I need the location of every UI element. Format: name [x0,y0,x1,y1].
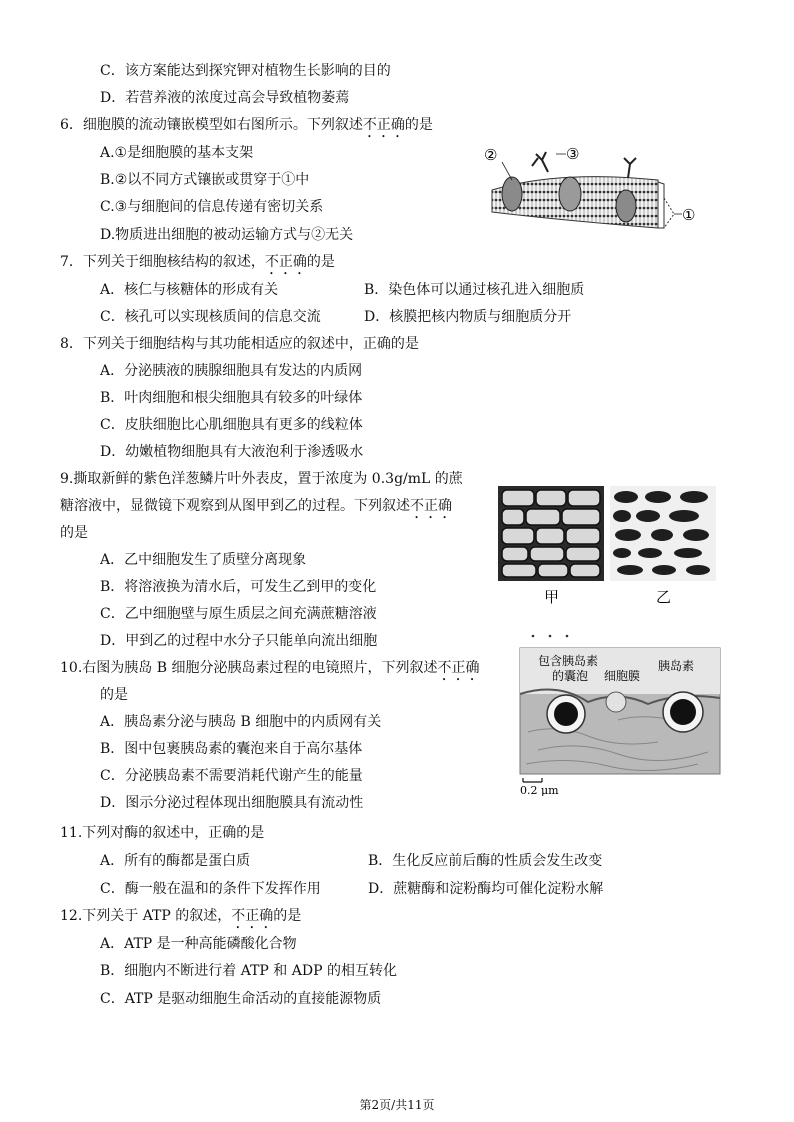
q12-option-c: C．ATP 是驱动细胞生命活动的直接能源物质 [100,991,382,1007]
q11-option-b: B．生化反应前后酶的性质会发生改变 [368,853,603,869]
q9-stem-line3: 的是 [60,525,88,541]
protein [559,177,581,211]
scale-bar-label: 0.2 μm [520,784,559,796]
q11-option-a: A．所有的酶都是蛋白质 [100,853,251,869]
q7-option-a: A．核仁与核糖体的形成有关 [100,282,279,298]
q6-option-d: D.物质进出细胞的被动运输方式与②无关 [100,227,354,243]
q9-option-c: C．乙中细胞壁与原生质层之间充满蔗糖溶液 [100,606,377,622]
fig-label-2: ② [484,146,498,164]
protein-2 [502,177,522,211]
q7-option-c: C．核孔可以实现核质间的信息交流 [100,309,321,325]
membrane-model-figure [478,142,708,238]
q6-stem: 6．细胞膜的流动镶嵌模型如右图所示。下列叙述不正确的是 [60,117,433,133]
q12-option-b: B．细胞内不断进行着 ATP 和 ADP 的相互转化 [100,963,397,979]
q12-stem: 12.下列关于 ATP 的叙述，不正确的是 [60,908,302,924]
protein [616,190,636,222]
q5-option-d: D．若营养液的浓度过高会导致植物萎蔫 [100,90,350,106]
q6-option-a: A.①是细胞膜的基本支架 [100,145,254,161]
q10-option-c: C．分泌胰岛素不需要消耗代谢产生的能量 [100,768,363,784]
fig-label-vesicle-1: 包含胰岛素 [538,654,599,668]
q8-option-c: C．皮肤细胞比心肌细胞具有更多的线粒体 [100,417,363,433]
q9-option-a: A．乙中细胞发生了质壁分离现象 [100,552,307,568]
onion-cells-figure [498,486,718,606]
q9-stem-line2: 糖溶液中，显微镜下观察到从图甲到乙的过程。下列叙述不正确 [60,498,452,514]
q5-option-c: C．该方案能达到探究钾对植物生长影响的目的 [100,63,391,79]
q10-option-d: D．图示分泌过程体现出细胞膜具有流动性 [100,795,364,811]
q8-stem: 8．下列关于细胞结构与其功能相适应的叙述中，正确的是 [60,336,419,352]
q7-option-d: D．核膜把核内物质与细胞质分开 [364,309,572,325]
fig-label-yi: 乙 [656,588,672,606]
q9-option-d: D．甲到乙的过程中水分子只能单向流出细胞 [100,633,378,649]
fig-label-vesicle-2: 的囊泡 [552,669,589,683]
q10-option-b: B．图中包裹胰岛素的囊泡来自于高尔基体 [100,741,363,757]
q7-stem: 7．下列关于细胞核结构的叙述，不正确的是 [60,254,335,270]
q8-option-a: A．分泌胰液的胰腺细胞具有发达的内质网 [100,363,363,379]
fig-label-3: ③ [566,145,580,163]
q11-option-c: C．酶一般在温和的条件下发挥作用 [100,881,321,897]
q9-stem-line1: 9.撕取新鲜的紫色洋葱鳞片叶外表皮，置于浓度为 0.3g/mL 的蔗 [60,471,463,487]
page-number: 第2页/共11页 [359,1098,435,1112]
fig-label-membrane: 细胞膜 [604,669,641,683]
q8-option-b: B．叶肉细胞和根尖细胞具有较多的叶绿体 [100,390,363,406]
fig-label-insulin: 胰岛素 [658,659,695,673]
q8-option-d: D．幼嫩植物细胞具有大液泡利于渗透吸水 [100,444,364,460]
insulin-em-figure [518,632,724,796]
q10-stem-line2: 的是 [100,687,128,703]
glycoprotein-3 [532,152,548,172]
q6-option-c: C.③与细胞间的信息传递有密切关系 [100,199,324,215]
fig-label-1: ① [682,206,696,224]
q9-option-b: B．将溶液换为清水后，可发生乙到甲的变化 [100,579,377,595]
q10-stem-line1: 10.右图为胰岛 B 细胞分泌胰岛素过程的电镜照片，下列叙述不正确 [60,660,480,676]
fig-label-jia: 甲 [544,588,560,606]
q12-option-a: A．ATP 是一种高能磷酸化合物 [100,936,297,952]
q7-option-b: B．染色体可以通过核孔进入细胞质 [364,282,585,298]
q10-option-a: A．胰岛素分泌与胰岛 B 细胞中的内质网有关 [100,714,382,730]
q11-stem: 11.下列对酶的叙述中，正确的是 [60,825,265,841]
q6-option-b: B.②以不同方式镶嵌或贯穿于①中 [100,172,310,188]
q11-option-d: D．蔗糖酶和淀粉酶均可催化淀粉水解 [368,881,604,897]
